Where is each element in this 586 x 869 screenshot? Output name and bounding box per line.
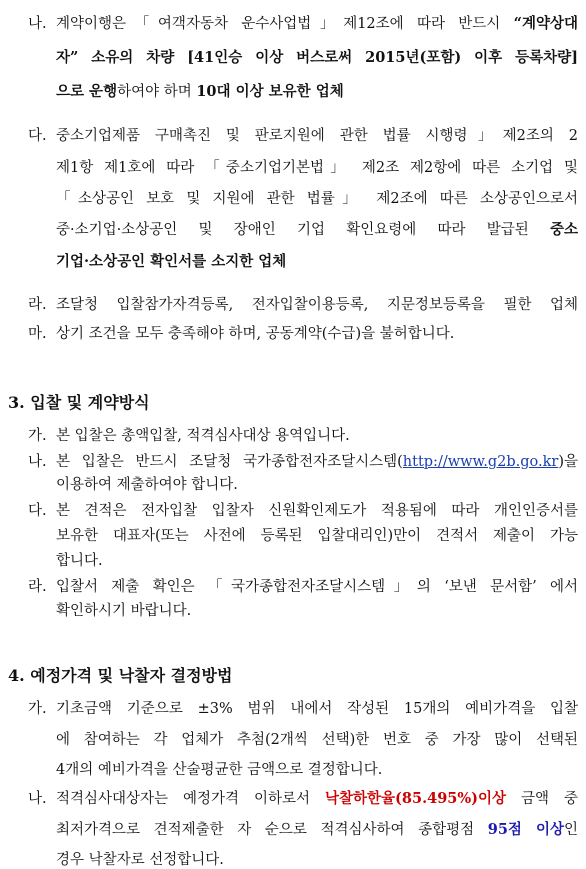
item-marker: 가. xyxy=(28,428,47,444)
item-line: 4개의 예비가격을 산술평균한 금액으로 결정합니다. xyxy=(56,762,383,778)
item-line: 기업·소상공인 확인서를 소지한 업체 xyxy=(56,253,287,270)
item-marker: 라. xyxy=(28,579,47,595)
item-line: 으로 운행하여야 하며 10대 이상 보유한 업체 xyxy=(56,83,344,100)
item-line: 에 참여하는 각 업체가 추첨(2개씩 선택)한 번호 중 가장 많이 선택된 xyxy=(56,732,578,748)
item-line: 입찰서 제출 확인은 「국가종합전자조달시스템」의 ‘보낸 문서함’ 에서 xyxy=(56,579,578,595)
item-line: 적격심사대상자는 예정가격 이하로서 낙찰하한율(85.495%)이상 금액 중 xyxy=(56,790,578,807)
item-line: 본 입찰은 총액입찰, 적격심사대상 용역입니다. xyxy=(56,428,350,444)
score-threshold: 95점 이상 xyxy=(487,821,564,838)
item-line: 중·소기업·소상공인 및 장애인 기업 확인요령에 따라 발급된 중소 xyxy=(56,221,578,238)
item-marker: 나. xyxy=(28,16,47,32)
lower-limit-rate: 낙찰하한율(85.495%)이상 xyxy=(325,790,507,807)
item-line: 기초금액 기준으로 ±3% 범위 내에서 작성된 15개의 예비가격을 입찰 xyxy=(56,701,578,717)
item-marker: 마. xyxy=(28,326,47,342)
item-marker: 가. xyxy=(28,701,47,717)
item-line: 중소기업제품 구매촉진 및 판로지원에 관한 법률 시행령」제2조의 2 xyxy=(56,128,578,144)
item-line: 본 견적은 전자입찰 입찰자 신원확인제도가 적용됨에 따라 개인인증서를 xyxy=(56,503,578,519)
item-line: 자” 소유의 차량 [41인승 이상 버스로써 2015년(포함) 이후 등록차량] xyxy=(56,49,578,66)
g2b-link[interactable]: http://www.g2b.go.kr xyxy=(402,454,559,470)
section-heading: 3. 입찰 및 계약방식 xyxy=(8,393,150,412)
item-line: 최저가격으로 견적제출한 자 순으로 적격심사하여 종합평점 95점 이상인 xyxy=(56,821,578,838)
item-line: 「소상공인 보호 및 지원에 관한 법률」 제2조에 따른 소상공인으로서 xyxy=(56,191,578,207)
item-line: 상기 조건을 모두 충족해야 하며, 공동계약(수급)을 불허합니다. xyxy=(56,326,455,342)
item-line: 이용하여 제출하여야 합니다. xyxy=(56,477,238,493)
item-marker: 다. xyxy=(28,128,47,144)
item-line: 합니다. xyxy=(56,553,103,569)
item-line: 제1항 제1호에 따라 「중소기업기본법」 제2조 제2항에 따른 소기업 및 xyxy=(56,160,578,176)
item-line: 보유한 대표자(또는 사전에 등록된 입찰대리인)만이 견적서 제출이 가능 xyxy=(56,528,578,544)
item-line: 본 입찰은 반드시 조달청 국가종합전자조달시스템(http://www.g2b.go.kr)을 xyxy=(56,454,578,470)
item-marker: 다. xyxy=(28,503,47,519)
item-line: 계약이행은「여객자동차 운수사업법」제12조에 따라 반드시 “계약상대 xyxy=(56,15,579,32)
item-line: 경우 낙찰자로 선정합니다. xyxy=(56,852,224,868)
item-marker: 라. xyxy=(28,297,47,313)
item-line: 조달청 입찰참가자격등록, 전자입찰이용등록, 지문정보등록을 필한 업체 xyxy=(56,297,578,313)
item-marker: 나. xyxy=(28,791,47,807)
section-heading: 4. 예정가격 및 낙찰자 결정방법 xyxy=(8,666,233,685)
item-marker: 나. xyxy=(28,454,47,470)
item-line: 확인하시기 바랍니다. xyxy=(56,603,192,619)
